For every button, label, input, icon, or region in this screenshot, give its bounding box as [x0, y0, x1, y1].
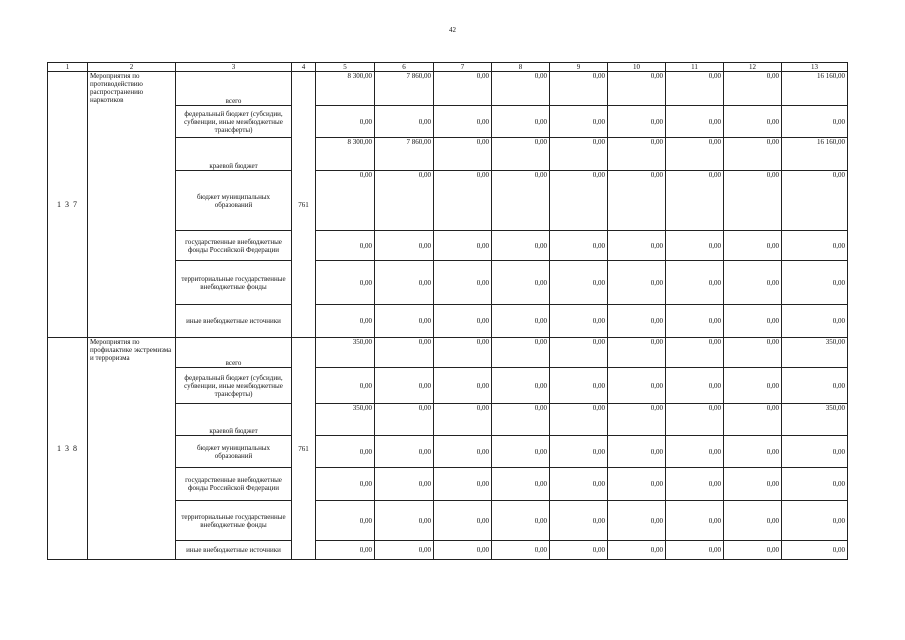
value-cell: 0,00 [316, 501, 375, 541]
value-cell: 0,00 [724, 231, 782, 261]
value-cell: 0,00 [782, 261, 848, 305]
column-header: 5 [316, 63, 375, 72]
value-cell: 0,00 [724, 171, 782, 231]
value-cell: 0,00 [666, 338, 724, 368]
column-header: 6 [375, 63, 434, 72]
value-cell: 0,00 [434, 106, 492, 138]
value-cell: 0,00 [434, 436, 492, 468]
value-cell: 0,00 [434, 404, 492, 436]
value-cell: 0,00 [316, 171, 375, 231]
value-cell: 0,00 [492, 138, 550, 171]
column-header: 10 [608, 63, 666, 72]
column-header: 1 [48, 63, 88, 72]
value-cell: 0,00 [492, 305, 550, 338]
value-cell: 0,00 [724, 72, 782, 106]
section-code: 761 [292, 338, 316, 560]
value-cell: 0,00 [550, 436, 608, 468]
value-cell: 0,00 [492, 338, 550, 368]
value-cell: 0,00 [316, 305, 375, 338]
funding-source: всего [176, 338, 292, 368]
value-cell: 0,00 [666, 501, 724, 541]
column-header: 13 [782, 63, 848, 72]
value-cell: 0,00 [375, 338, 434, 368]
value-cell: 0,00 [608, 138, 666, 171]
value-cell: 0,00 [434, 171, 492, 231]
section-index: 1 3 8 [48, 338, 88, 560]
value-cell: 0,00 [375, 501, 434, 541]
value-cell: 0,00 [550, 368, 608, 404]
value-cell: 0,00 [724, 468, 782, 501]
value-cell: 0,00 [666, 305, 724, 338]
value-cell: 0,00 [782, 106, 848, 138]
table-body [48, 63, 848, 560]
value-cell: 350,00 [316, 404, 375, 436]
funding-source: федеральный бюджет (субсидии, субвенции, иные межбюджетные трансферты) [176, 368, 292, 404]
value-cell: 0,00 [375, 436, 434, 468]
value-cell: 0,00 [375, 261, 434, 305]
value-cell: 0,00 [550, 231, 608, 261]
value-cell: 0,00 [608, 106, 666, 138]
value-cell: 0,00 [550, 106, 608, 138]
value-cell: 0,00 [782, 368, 848, 404]
value-cell: 0,00 [492, 404, 550, 436]
value-cell: 0,00 [550, 261, 608, 305]
value-cell: 0,00 [316, 261, 375, 305]
value-cell: 0,00 [608, 541, 666, 560]
value-cell: 0,00 [434, 368, 492, 404]
value-cell: 0,00 [375, 468, 434, 501]
value-cell: 0,00 [492, 468, 550, 501]
value-cell: 0,00 [666, 368, 724, 404]
value-cell: 0,00 [608, 261, 666, 305]
value-cell: 0,00 [724, 541, 782, 560]
value-cell: 0,00 [666, 436, 724, 468]
value-cell: 0,00 [724, 138, 782, 171]
value-cell: 0,00 [724, 338, 782, 368]
value-cell: 0,00 [608, 305, 666, 338]
value-cell: 0,00 [434, 338, 492, 368]
value-cell: 0,00 [724, 106, 782, 138]
value-cell: 7 860,00 [375, 138, 434, 171]
column-header: 11 [666, 63, 724, 72]
column-header: 2 [88, 63, 176, 72]
value-cell: 0,00 [492, 231, 550, 261]
value-cell: 0,00 [724, 368, 782, 404]
value-cell: 0,00 [550, 468, 608, 501]
value-cell: 0,00 [608, 72, 666, 106]
value-cell: 350,00 [782, 404, 848, 436]
value-cell: 0,00 [608, 436, 666, 468]
value-cell: 0,00 [666, 138, 724, 171]
value-cell: 0,00 [550, 338, 608, 368]
value-cell: 0,00 [492, 261, 550, 305]
value-cell: 0,00 [550, 501, 608, 541]
value-cell: 0,00 [375, 106, 434, 138]
funding-source: краевой бюджет [176, 138, 292, 171]
value-cell: 0,00 [666, 106, 724, 138]
value-cell: 0,00 [316, 106, 375, 138]
value-cell: 0,00 [608, 368, 666, 404]
value-cell: 0,00 [316, 436, 375, 468]
value-cell: 0,00 [782, 468, 848, 501]
value-cell: 0,00 [434, 468, 492, 501]
value-cell: 0,00 [608, 338, 666, 368]
value-cell: 0,00 [724, 305, 782, 338]
funding-source: государственные внебюджетные фонды Российской Федерации [176, 468, 292, 501]
page-number: 42 [449, 26, 456, 34]
value-cell: 16 160,00 [782, 138, 848, 171]
value-cell: 0,00 [724, 261, 782, 305]
section-title: Мероприятия по профилактике экстремизма и терроризма [88, 338, 176, 560]
table-row [48, 72, 848, 106]
column-header: 3 [176, 63, 292, 72]
value-cell: 0,00 [375, 171, 434, 231]
table-row [48, 338, 848, 368]
value-cell: 0,00 [492, 72, 550, 106]
column-header: 9 [550, 63, 608, 72]
value-cell: 0,00 [608, 501, 666, 541]
value-cell: 0,00 [492, 501, 550, 541]
value-cell: 0,00 [608, 231, 666, 261]
value-cell: 0,00 [782, 305, 848, 338]
section-code: 761 [292, 72, 316, 338]
value-cell: 0,00 [550, 171, 608, 231]
value-cell: 8 300,00 [316, 138, 375, 171]
column-header: 7 [434, 63, 492, 72]
value-cell: 0,00 [316, 541, 375, 560]
value-cell: 0,00 [666, 541, 724, 560]
funding-source: территориальные государственные внебюджетные фонды [176, 261, 292, 305]
value-cell: 7 860,00 [375, 72, 434, 106]
column-header: 12 [724, 63, 782, 72]
value-cell: 0,00 [375, 404, 434, 436]
section-index: 1 3 7 [48, 72, 88, 338]
funding-source: федеральный бюджет (субсидии, субвенции, иные межбюджетные трансферты) [176, 106, 292, 138]
value-cell: 0,00 [434, 261, 492, 305]
funding-source: всего [176, 72, 292, 106]
value-cell: 0,00 [434, 305, 492, 338]
value-cell: 0,00 [550, 305, 608, 338]
value-cell: 0,00 [608, 468, 666, 501]
value-cell: 0,00 [550, 72, 608, 106]
funding-source: бюджет муниципальных образований [176, 171, 292, 231]
value-cell: 0,00 [782, 171, 848, 231]
value-cell: 16 160,00 [782, 72, 848, 106]
header-row [48, 63, 848, 72]
value-cell: 0,00 [492, 368, 550, 404]
funding-source: государственные внебюджетные фонды Российской Федерации [176, 231, 292, 261]
funding-source: территориальные государственные внебюджетные фонды [176, 501, 292, 541]
value-cell: 0,00 [666, 171, 724, 231]
value-cell: 0,00 [550, 541, 608, 560]
value-cell: 0,00 [782, 436, 848, 468]
value-cell: 0,00 [666, 72, 724, 106]
value-cell: 0,00 [375, 368, 434, 404]
value-cell: 8 300,00 [316, 72, 375, 106]
value-cell: 0,00 [724, 501, 782, 541]
value-cell: 0,00 [492, 171, 550, 231]
funding-source: иные внебюджетные источники [176, 305, 292, 338]
value-cell: 0,00 [492, 436, 550, 468]
value-cell: 0,00 [375, 541, 434, 560]
value-cell: 0,00 [434, 501, 492, 541]
value-cell: 350,00 [782, 338, 848, 368]
value-cell: 0,00 [316, 231, 375, 261]
column-header: 4 [292, 63, 316, 72]
funding-source: краевой бюджет [176, 404, 292, 436]
value-cell: 350,00 [316, 338, 375, 368]
value-cell: 0,00 [434, 138, 492, 171]
value-cell: 0,00 [492, 106, 550, 138]
value-cell: 0,00 [550, 138, 608, 171]
funding-source: иные внебюджетные источники [176, 541, 292, 560]
value-cell: 0,00 [434, 231, 492, 261]
budget-table [47, 62, 848, 560]
value-cell: 0,00 [492, 541, 550, 560]
value-cell: 0,00 [782, 231, 848, 261]
value-cell: 0,00 [782, 541, 848, 560]
value-cell: 0,00 [375, 305, 434, 338]
value-cell: 0,00 [666, 468, 724, 501]
value-cell: 0,00 [375, 231, 434, 261]
column-header: 8 [492, 63, 550, 72]
value-cell: 0,00 [434, 541, 492, 560]
value-cell: 0,00 [608, 171, 666, 231]
funding-source: бюджет муниципальных образований [176, 436, 292, 468]
value-cell: 0,00 [666, 404, 724, 436]
value-cell: 0,00 [316, 368, 375, 404]
section-title: Мероприятия по противодействию распространению наркотиков [88, 72, 176, 338]
value-cell: 0,00 [608, 404, 666, 436]
value-cell: 0,00 [550, 404, 608, 436]
value-cell: 0,00 [316, 468, 375, 501]
value-cell: 0,00 [724, 404, 782, 436]
value-cell: 0,00 [666, 231, 724, 261]
value-cell: 0,00 [782, 501, 848, 541]
value-cell: 0,00 [434, 72, 492, 106]
value-cell: 0,00 [666, 261, 724, 305]
value-cell: 0,00 [724, 436, 782, 468]
